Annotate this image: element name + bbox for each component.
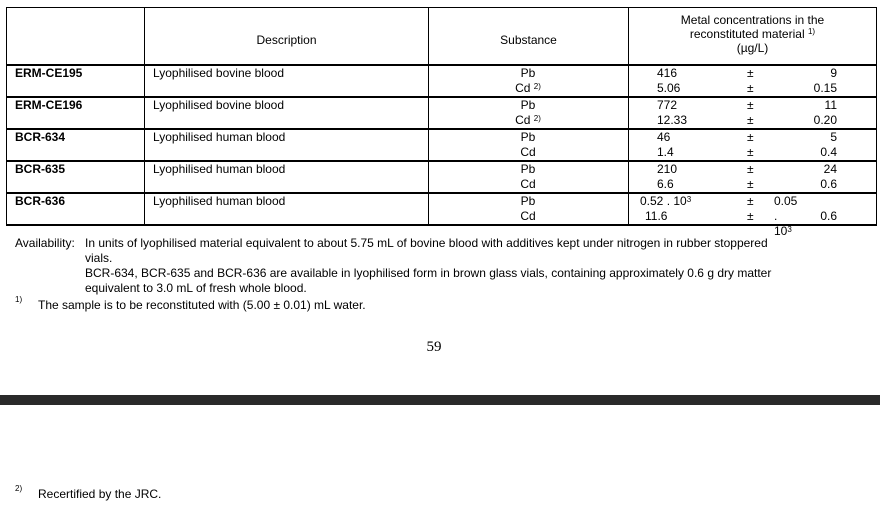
availability-line: In units of lyophilised material equivalent to about 5.75 mL of bovine blood with additives kept under nitrogen in rubber stoppered [85, 236, 768, 250]
header-metal-line2: reconstituted material [689, 27, 805, 41]
table-border-top [6, 7, 877, 8]
plus-minus: ± [747, 98, 754, 112]
substance-cd: Cd [515, 113, 531, 127]
availability-line: BCR-634, BCR-635 and BCR-636 are available in lyophilised form in brown glass vials, containing approximately 0.6 g dry matter [85, 266, 772, 280]
availability-line: equivalent to 3.0 mL of fresh whole blood. [85, 281, 307, 295]
substance-cell [429, 130, 627, 160]
concentration-cell [629, 98, 837, 128]
uncertainty-pb: 9 [830, 66, 837, 80]
uncertainty-cd: 0.6 [820, 177, 837, 191]
uncertainty-pb: 5 [830, 130, 837, 144]
uncertainty-cd: 0.6 [820, 209, 837, 223]
concentration-cell [629, 162, 837, 192]
material-description: Lyophilised human blood [153, 130, 286, 144]
material-description: Lyophilised bovine blood [153, 98, 284, 112]
material-id: BCR-636 [15, 194, 66, 208]
substance-cd: Cd [515, 81, 531, 95]
material-id: ERM-CE195 [15, 66, 83, 80]
value-pb: 46 [657, 130, 671, 144]
substance-pb: Pb [520, 162, 536, 176]
material-id: BCR-635 [15, 162, 66, 176]
plus-minus: ± [747, 113, 754, 127]
uncertainty-pb-mantissa: 0.05 . 10 [774, 194, 798, 238]
substance-cell [429, 66, 627, 96]
footnote-mark-1: 1) [15, 295, 23, 304]
footnote-ref: 2) [533, 114, 541, 123]
substance-cd: Cd [520, 177, 536, 191]
plus-minus: ± [747, 66, 754, 80]
plus-minus: ± [747, 177, 754, 191]
value-pb [640, 194, 691, 209]
page-separator-bar [0, 395, 880, 405]
value-cd: 5.06 [657, 81, 681, 95]
material-description: Lyophilised human blood [153, 162, 286, 176]
substance-pb: Pb [520, 66, 536, 80]
uncertainty-pb: 11 [824, 98, 837, 112]
footnote-ref: 1) [807, 27, 816, 36]
exponent: 3 [787, 225, 792, 234]
material-id: ERM-CE196 [15, 98, 83, 112]
concentration-cell [629, 130, 837, 160]
plus-minus: ± [747, 145, 754, 159]
material-description: Lyophilised human blood [153, 194, 286, 208]
value-pb: 210 [657, 162, 678, 176]
exponent: 3 [686, 195, 692, 204]
header-metal-concentrations [629, 13, 876, 55]
header-metal-unit: (µg/L) [736, 41, 769, 55]
value-cd: 6.6 [657, 177, 674, 191]
uncertainty-cd: 0.15 [813, 81, 837, 95]
concentration-cell [629, 66, 837, 96]
availability-line: vials. [85, 251, 113, 265]
value-pb-mantissa: 0.52 . 10 [640, 194, 687, 208]
header-metal-line1: Metal concentrations in the [680, 13, 825, 27]
plus-minus: ± [747, 130, 754, 144]
availability-text [85, 236, 875, 296]
substance-cd: Cd [520, 209, 536, 223]
substance-cell [429, 98, 627, 128]
footnote-2-text: Recertified by the JRC. [38, 487, 162, 501]
header-description: Description [256, 33, 317, 47]
reference-materials-table [6, 7, 877, 238]
page-number: 59 [426, 339, 442, 355]
footnote-ref: 2) [533, 82, 541, 91]
plus-minus: ± [747, 81, 754, 95]
uncertainty-cd: 0.20 [813, 113, 837, 127]
availability-label: Availability: [15, 236, 75, 250]
footnote-mark-2: 2) [15, 484, 23, 493]
header-substance: Substance [500, 33, 557, 47]
plus-minus: ± [747, 194, 754, 208]
substance-cd: Cd [520, 145, 536, 159]
substance-pb: Pb [520, 194, 536, 208]
value-cd: 1.4 [657, 145, 674, 159]
material-description: Lyophilised bovine blood [153, 66, 284, 80]
substance-pb: Pb [520, 98, 536, 112]
concentration-cell [629, 194, 837, 238]
value-pb: 416 [657, 66, 678, 80]
table-border-bottom [6, 224, 877, 226]
value-pb: 772 [657, 98, 678, 112]
footnote-1-text: The sample is to be reconstituted with (5.00 ± 0.01) mL water. [38, 298, 366, 312]
plus-minus: ± [747, 162, 754, 176]
uncertainty-cd: 0.4 [820, 145, 837, 159]
substance-cell [429, 194, 627, 224]
material-id: BCR-634 [15, 130, 66, 144]
substance-cell [429, 162, 627, 192]
value-cd: 11.6 [645, 209, 668, 223]
substance-pb: Pb [520, 130, 536, 144]
uncertainty-pb: 24 [823, 162, 837, 176]
plus-minus: ± [747, 209, 754, 223]
value-cd: 12.33 [657, 113, 688, 127]
